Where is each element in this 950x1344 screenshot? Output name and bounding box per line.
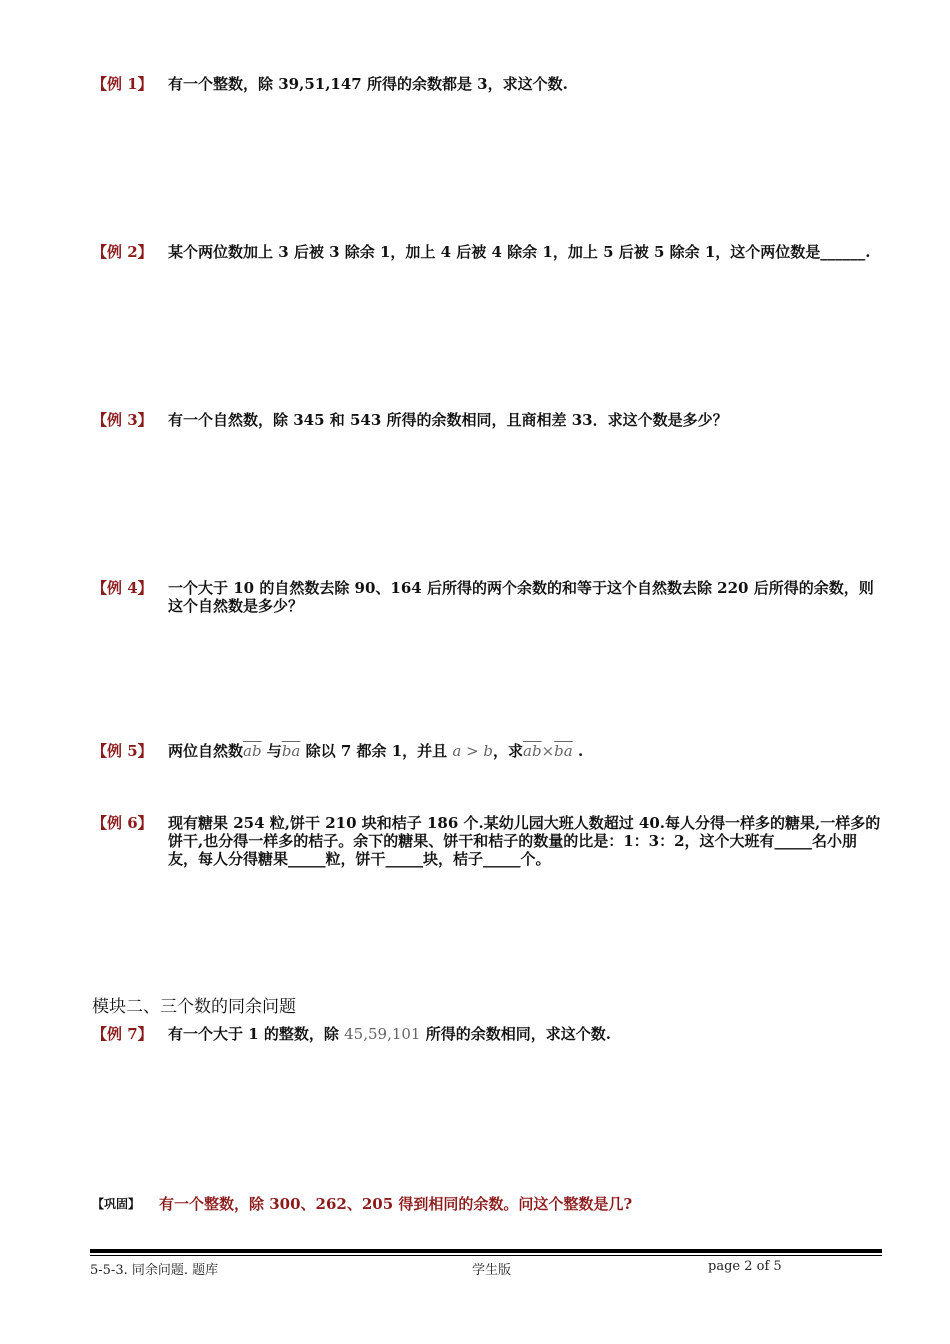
math-numbers: 45,59,101 <box>344 1025 421 1043</box>
consolidation-text: 有一个整数，除 300、262、205 得到相同的余数。问这个整数是几? <box>159 1195 633 1213</box>
section-title: 模块二、三个数的同余问题 <box>92 997 296 1017</box>
problem-1 <box>92 75 884 93</box>
consolidation <box>92 1193 884 1214</box>
consolidation-tag: 【巩固】 <box>92 1197 141 1211</box>
problem-text <box>168 1025 884 1043</box>
problem-tag: 【例 1】 <box>92 75 153 93</box>
problem-text: 某个两位数加上 3 后被 3 除余 1，加上 4 后被 4 除余 1，加上 5 后被 5 除余 1，这个两位数是______. <box>168 243 871 261</box>
problem-tag: 【例 6】 <box>92 814 153 832</box>
problem-tag: 【例 4】 <box>92 579 153 597</box>
problem-tag: 【例 2】 <box>92 243 153 261</box>
problem-text-part: ，求 <box>493 742 524 760</box>
problem-4 <box>92 579 884 615</box>
math-ab: $\overline{ab}$ <box>523 742 542 760</box>
problem-text-part: 与 <box>266 742 282 760</box>
problem-2 <box>92 243 884 261</box>
footer-rule-thick <box>90 1249 882 1253</box>
problem-text: 有一个整数，除 39,51,147 所得的余数都是 3，求这个数. <box>168 75 568 93</box>
problem-text-part: 所得的余数相同，求这个数. <box>425 1025 611 1043</box>
problem-tag: 【例 7】 <box>92 1025 153 1043</box>
problem-3 <box>92 411 884 429</box>
problem-text-part: 除以 7 都余 1，并且 <box>305 742 448 760</box>
math-inequality: a > b <box>452 742 494 760</box>
problem-text <box>168 742 884 760</box>
math-times: × <box>541 742 555 760</box>
problem-text-part: 两位自然数 <box>168 742 244 760</box>
problem-7 <box>92 1025 884 1043</box>
problem-text: 现有糖果 254 粒,饼干 210 块和桔子 186 个.某幼儿园大班人数超过 40.每人分得一样多的糖果,一样多的饼干,也分得一样多的桔子。余下的糖果、饼干和桔子的数量的比是：1：3：2，这个大班有_____名小朋友，每人分得糖果_____粒，饼干_____块，桔子_____个。 <box>168 814 881 868</box>
footer-left: 5-5-3. 同余问题. 题库 <box>90 1263 219 1278</box>
problem-text-part: 有一个大于 1 的整数，除 <box>168 1025 339 1043</box>
footer-rule-thin <box>90 1255 882 1256</box>
footer-page-number: page 2 of 5 <box>708 1259 782 1274</box>
footer-center: 学生版 <box>472 1263 512 1278</box>
math-ab: $\overline{ab}$ <box>243 742 262 760</box>
math-ba: $\overline{ba}$ <box>554 742 573 760</box>
problem-5 <box>92 742 884 760</box>
problem-text-part: . <box>577 742 584 760</box>
math-ba: $\overline{ba}$ <box>281 742 301 760</box>
problem-6 <box>92 814 884 868</box>
problem-text: 一个大于 10 的自然数去除 90、164 后所得的两个余数的和等于这个自然数去除 220 后所得的余数，则这个自然数是多少？ <box>168 579 874 615</box>
problem-text: 有一个自然数，除 345 和 543 所得的余数相同，且商相差 33．求这个数是多少？ <box>168 411 728 429</box>
problem-tag: 【例 5】 <box>92 742 153 760</box>
problem-tag: 【例 3】 <box>92 411 153 429</box>
